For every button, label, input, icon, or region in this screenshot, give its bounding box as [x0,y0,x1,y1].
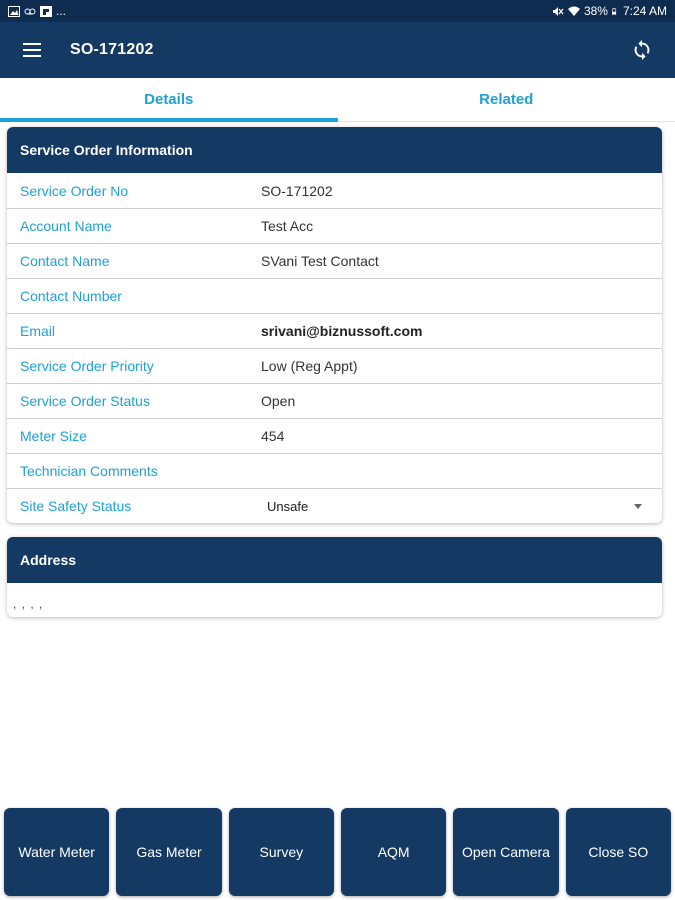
mute-icon [552,6,564,17]
field-label: Service Order Status [20,393,150,409]
address-card [7,537,662,617]
row-site-safety-status [7,488,662,523]
wifi-icon [568,6,580,17]
clock-time: 7:24 AM [622,4,667,18]
sync-button[interactable] [627,35,657,65]
survey-button[interactable]: Survey [229,808,334,896]
hamburger-menu-icon [23,43,41,57]
gallery-notification-icon [8,6,20,17]
gas-meter-button[interactable]: Gas Meter [116,808,221,896]
field-label: Account Name [20,218,112,234]
page-title: SO-171202 [70,41,154,58]
email-link[interactable]: srivani@biznussoft.com [261,323,423,339]
field-label: Contact Name [20,253,110,269]
row-contact-number [7,278,662,313]
field-label: Meter Size [20,428,87,444]
site-safety-status-select[interactable] [261,499,662,514]
field-label: Technician Comments [20,463,158,479]
row-meter-size [7,418,662,453]
water-meter-button[interactable]: Water Meter [4,808,109,896]
row-contact-name [7,243,662,278]
status-bar [0,0,675,22]
priority-value: Low (Reg Appt) [261,358,358,374]
account-name-value: Test Acc [261,218,314,234]
tab-bar [0,78,675,122]
sync-icon [631,39,653,61]
field-label: Email [20,323,56,339]
row-priority [7,348,662,383]
status-value: Open [261,393,296,409]
service-order-header: Service Order Information [7,127,662,173]
tab-related[interactable]: Related [479,91,534,108]
tab-details[interactable]: Details [0,78,338,121]
address-value: , , , , [13,597,44,611]
row-email [7,313,662,348]
site-safety-status-value: Unsafe [267,498,309,514]
menu-button[interactable] [18,36,46,64]
flipboard-notification-icon [40,6,52,17]
action-bar [0,808,675,898]
row-account-name [7,208,662,243]
field-label: Service Order Priority [20,358,154,374]
contact-name-value: SVani Test Contact [261,253,379,269]
field-label: Service Order No [20,182,129,199]
service-order-rows [7,173,662,523]
row-service-order-no [7,173,662,208]
app-bar [0,22,675,78]
aqm-button[interactable]: AQM [341,808,446,896]
row-technician-comments [7,453,662,488]
close-so-button[interactable]: Close SO [566,808,671,896]
field-label: Contact Number [20,288,122,304]
open-camera-button[interactable]: Open Camera [453,808,558,896]
battery-percent: 38% [583,4,608,18]
dropdown-caret-icon [634,504,642,509]
service-order-no-value: SO-171202 [261,182,333,199]
status-bar-left [8,4,66,18]
row-status [7,383,662,418]
meter-size-value: 454 [261,428,285,444]
battery-icon [612,6,619,17]
address-header: Address [7,537,662,583]
field-label: Site Safety Status [20,498,132,514]
status-more-text: ... [56,4,67,18]
service-order-card [7,127,662,523]
voicemail-notification-icon [24,6,36,17]
status-bar-right [552,4,667,18]
